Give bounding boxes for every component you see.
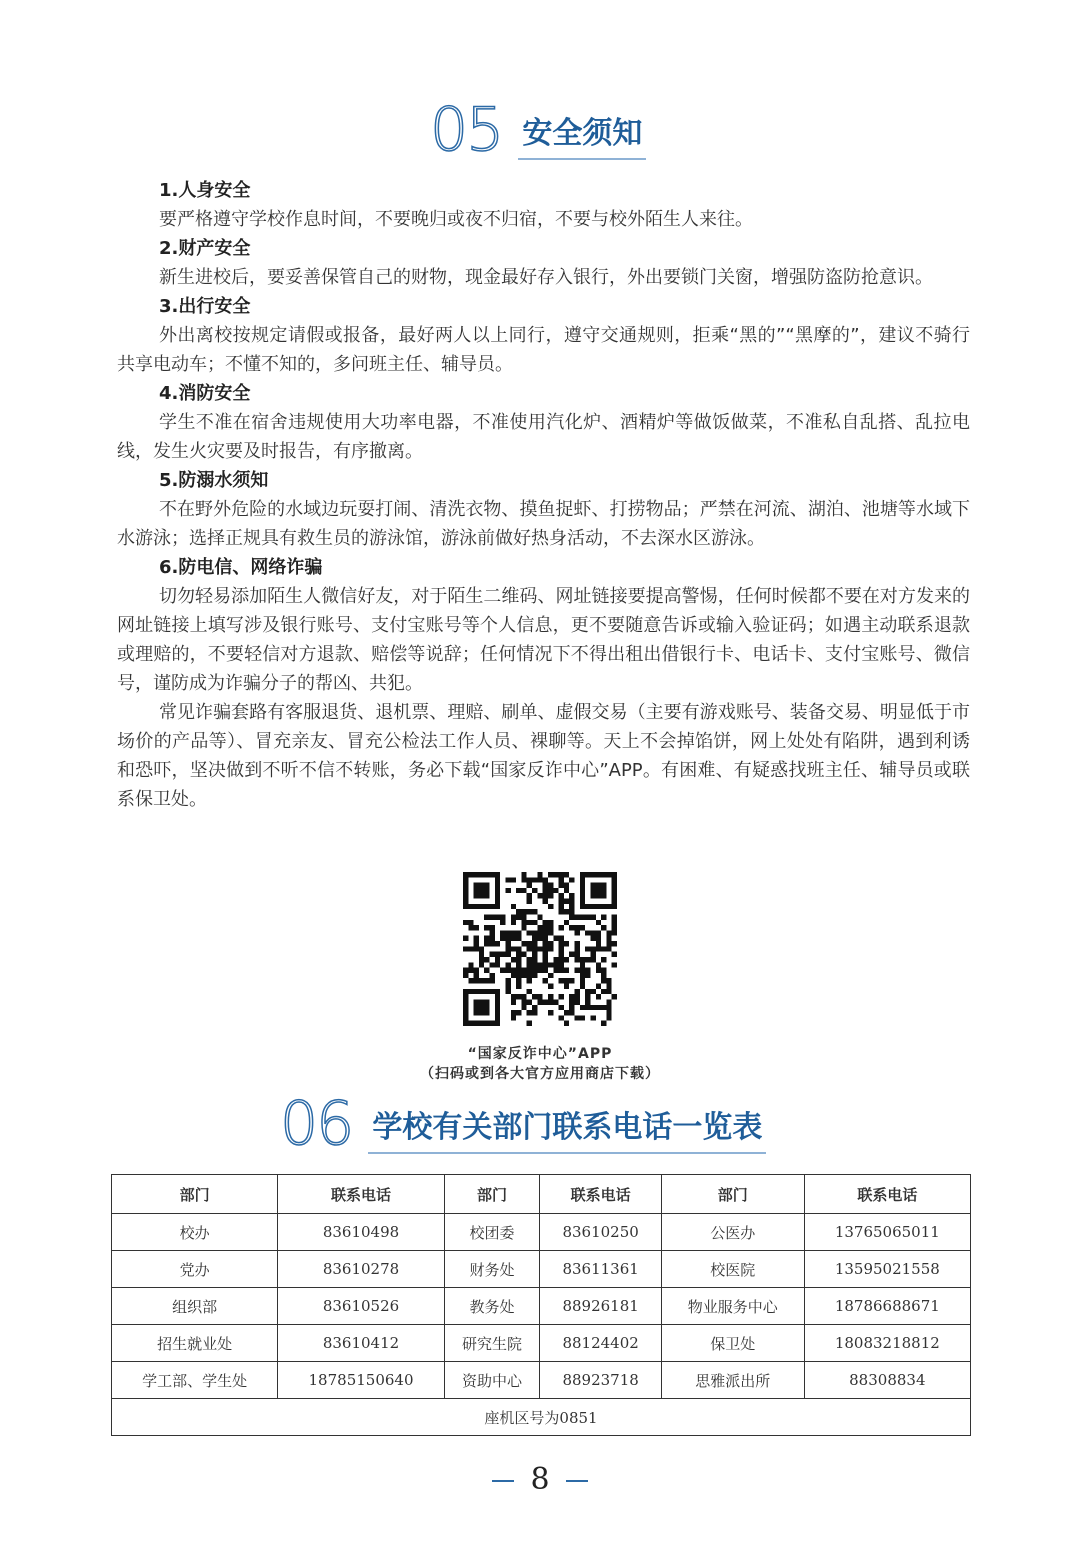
table-cell: 校医院	[661, 1251, 804, 1288]
table-cell: 校办	[112, 1214, 278, 1251]
safety-item-heading: 2.财产安全	[159, 238, 251, 259]
table-header: 部门	[444, 1175, 540, 1214]
table-cell: 83610250	[540, 1214, 661, 1251]
table-cell: 学工部、学生处	[112, 1362, 278, 1399]
page-number-dash-left	[492, 1480, 514, 1482]
table-cell: 18083218812	[804, 1325, 970, 1362]
table-cell: 18785150640	[278, 1362, 444, 1399]
table-cell: 教务处	[444, 1288, 540, 1325]
table-row	[112, 1362, 971, 1399]
table-header-row	[112, 1175, 971, 1214]
table-cell: 88124402	[540, 1325, 661, 1362]
table-header: 联系电话	[278, 1175, 444, 1214]
safety-item	[117, 176, 970, 234]
table-cell: 校团委	[444, 1214, 540, 1251]
safety-item-text: 不在野外危险的水域边玩耍打闹、清洗衣物、摸鱼捉虾、打捞物品；严禁在河流、湖泊、池塘等水域下水游泳；选择正规具有救生员的游泳馆，游泳前做好热身活动，不去深水区游泳。	[117, 499, 970, 549]
safety-item-heading: 5.防溺水须知	[159, 470, 269, 491]
qr-block	[0, 872, 1080, 1084]
table-cell: 83611361	[540, 1251, 661, 1288]
table-cell: 18786688671	[804, 1288, 970, 1325]
table-row	[112, 1325, 971, 1362]
section-05-number: 05	[430, 95, 503, 165]
safety-notes	[117, 176, 970, 814]
safety-item	[117, 234, 970, 292]
qr-caption-line2: （扫码或到各大官方应用商店下载）	[420, 1066, 660, 1082]
page-number-value: 8	[530, 1462, 550, 1497]
table-cell: 83610278	[278, 1251, 444, 1288]
table-cell: 财务处	[444, 1251, 540, 1288]
safety-item	[117, 466, 970, 553]
section-05-header	[430, 95, 646, 165]
safety-item-text: 切勿轻易添加陌生人微信好友，对于陌生二维码、网址链接要提高警惕，任何时候都不要在对方发来的网址链接上填写涉及银行账号、支付宝账号等个人信息，更不要随意告诉或输入验证码；如遇主动联系退款或理赔的，不要轻信对方退款、赔偿等说辞；任何情况下不得出租出借银行卡、电话卡、支付宝账号、微信号，谨防成为诈骗分子的帮凶、共犯。	[117, 586, 970, 694]
table-cell: 88308834	[804, 1362, 970, 1399]
safety-item-text: 学生不准在宿舍违规使用大功率电器，不准使用汽化炉、酒精炉等做饭做菜，不准私自乱搭、乱拉电线，发生火灾要及时报告，有序撤离。	[117, 412, 970, 462]
safety-item-heading: 4.消防安全	[159, 383, 251, 404]
table-cell: 招生就业处	[112, 1325, 278, 1362]
safety-item-heading: 6.防电信、网络诈骗	[159, 557, 323, 578]
table-cell: 物业服务中心	[661, 1288, 804, 1325]
qr-code-icon[interactable]	[463, 872, 617, 1026]
safety-item-text: 新生进校后，要妥善保管自己的财物，现金最好存入银行，外出要锁门关窗，增强防盗防抢意识。	[159, 267, 933, 288]
table-row	[112, 1214, 971, 1251]
section-06-header	[280, 1089, 766, 1159]
table-cell: 83610526	[278, 1288, 444, 1325]
table-header: 联系电话	[540, 1175, 661, 1214]
table-cell: 思雅派出所	[661, 1362, 804, 1399]
table-header: 联系电话	[804, 1175, 970, 1214]
table-cell: 资助中心	[444, 1362, 540, 1399]
table-cell: 党办	[112, 1251, 278, 1288]
section-06-title: 学校有关部门联系电话一览表	[368, 1110, 766, 1154]
table-cell: 组织部	[112, 1288, 278, 1325]
table-footnote-row	[112, 1399, 971, 1436]
safety-item-heading: 1.人身安全	[159, 180, 251, 201]
table-cell: 88926181	[540, 1288, 661, 1325]
table-cell: 13595021558	[804, 1251, 970, 1288]
table-cell: 保卫处	[661, 1325, 804, 1362]
page-number-dash-right	[566, 1480, 588, 1482]
table-row	[112, 1251, 971, 1288]
safety-item-heading: 3.出行安全	[159, 296, 251, 317]
table-cell: 83610498	[278, 1214, 444, 1251]
safety-item	[117, 292, 970, 379]
contacts-table	[111, 1174, 971, 1436]
table-row	[112, 1288, 971, 1325]
safety-item-text: 常见诈骗套路有客服退货、退机票、理赔、刷单、虚假交易（主要有游戏账号、装备交易、明显低于市场价的产品等）、冒充亲友、冒充公检法工作人员、裸聊等。天上不会掉馅饼，网上处处有陷阱，遇到利诱和恐吓，坚决做到不听不信不转账，务必下载“国家反诈中心”APP。有困难、有疑惑找班主任、辅导员或联系保卫处。	[117, 702, 970, 810]
table-cell: 83610412	[278, 1325, 444, 1362]
safety-item	[117, 553, 970, 814]
table-footnote: 座机区号为0851	[112, 1399, 971, 1436]
table-cell: 公医办	[661, 1214, 804, 1251]
section-05-title: 安全须知	[518, 116, 646, 160]
qr-caption-line1: “国家反诈中心”APP	[467, 1046, 613, 1062]
table-cell: 研究生院	[444, 1325, 540, 1362]
table-header: 部门	[661, 1175, 804, 1214]
table-cell: 88923718	[540, 1362, 661, 1399]
safety-item	[117, 379, 970, 466]
table-cell: 13765065011	[804, 1214, 970, 1251]
table-header: 部门	[112, 1175, 278, 1214]
page-number	[0, 1462, 1080, 1497]
safety-item-text: 外出离校按规定请假或报备，最好两人以上同行，遵守交通规则，拒乘“黑的”“黑摩的”，建议不骑行共享电动车；不懂不知的，多问班主任、辅导员。	[117, 325, 970, 375]
safety-item-text: 要严格遵守学校作息时间，不要晚归或夜不归宿，不要与校外陌生人来往。	[159, 209, 753, 230]
section-06-number: 06	[280, 1089, 353, 1159]
